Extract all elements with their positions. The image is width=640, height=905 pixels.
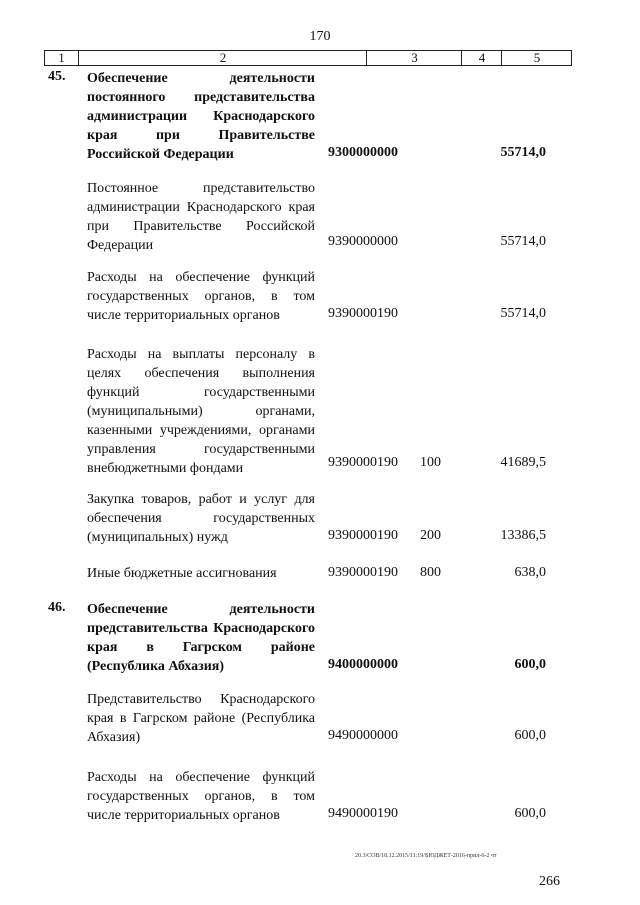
column-header-1: 1: [58, 50, 65, 65]
row-sum: 600,0: [514, 806, 546, 821]
row-expense-type: 100: [420, 455, 441, 470]
row-number: 46.: [48, 600, 66, 615]
column-header-row: [44, 50, 572, 66]
row-code: 9490000000: [328, 728, 398, 743]
row-sum: 55714,0: [500, 145, 546, 160]
row-sum: 600,0: [514, 657, 546, 672]
row-name: Обеспечение деятельности представительства Краснодарского края в Гагрском районе (Республика Абхазия): [87, 602, 315, 674]
row-sum: 55714,0: [500, 234, 546, 249]
row-sum: 600,0: [514, 728, 546, 743]
row-name: Иные бюджетные ассигнования: [87, 566, 277, 581]
row-name: Обеспечение деятельности постоянного представительства администрации Краснодарского края при Правительстве Российской Федерации: [87, 71, 315, 162]
row-code: 9490000190: [328, 806, 398, 821]
row-sum: 13386,5: [500, 528, 546, 543]
footer-stamp: 20.3/СОВ/18.12.2015/11:19/БЮДЖЕТ-2016-прил-6-2 чт: [355, 853, 497, 859]
column-header-2: 2: [78, 51, 367, 65]
row-name: Расходы на обеспечение функций государственных органов, в том числе территориальных органов: [87, 770, 315, 823]
row-name: Постоянное представительство администрации Краснодарского края при Правительстве Российской Федерации: [87, 181, 315, 253]
row-code: 9390000190: [328, 455, 398, 470]
row-name: Расходы на обеспечение функций государственных органов, в том числе территориальных органов: [87, 270, 315, 323]
row-sum: 41689,5: [500, 455, 546, 470]
row-code: 9390000000: [328, 234, 398, 249]
row-sum: 638,0: [514, 565, 546, 580]
row-code: 9390000190: [328, 306, 398, 321]
row-code: 9400000000: [328, 657, 398, 672]
row-number: 45.: [48, 69, 66, 84]
page-top-number: 170: [309, 29, 331, 44]
row-code: 9300000000: [328, 145, 398, 160]
column-header-4: 4: [461, 51, 502, 65]
row-expense-type: 800: [420, 565, 441, 580]
row-expense-type: 200: [420, 528, 441, 543]
row-name: Представительство Краснодарского края в Гагрском районе (Республика Абхазия): [87, 692, 315, 745]
column-header-3: 3: [366, 51, 462, 65]
row-name: Закупка товаров, работ и услуг для обеспечения государственных (муниципальных) нужд: [87, 492, 315, 545]
page-bottom-number: 266: [539, 874, 560, 889]
row-name: Расходы на выплаты персоналу в целях обеспечения выполнения функций государственными (муниципальными) органами, казенными учреждениями, органами управления государственными внебюджетными фондами: [87, 347, 315, 476]
row-sum: 55714,0: [500, 306, 546, 321]
column-header-5: 5: [501, 51, 572, 65]
row-code: 9390000190: [328, 528, 398, 543]
row-code: 9390000190: [328, 565, 398, 580]
